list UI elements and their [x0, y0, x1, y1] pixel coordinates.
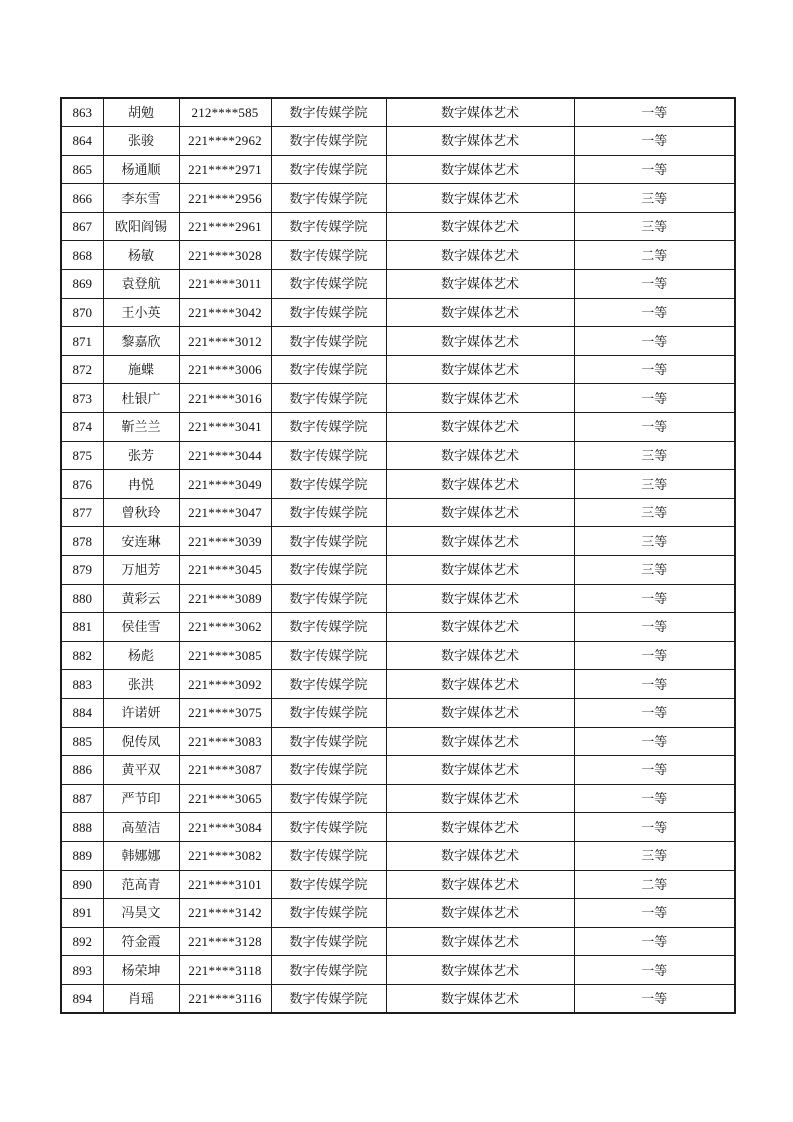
cell-college: 数字传媒学院 — [271, 641, 386, 670]
cell-major: 数字媒体艺术 — [386, 413, 574, 442]
cell-row-number: 885 — [61, 727, 103, 756]
table-row — [61, 212, 735, 241]
cell-award-tier: 一等 — [574, 899, 735, 928]
cell-student-name: 韩娜娜 — [103, 841, 179, 870]
cell-student-name: 张骏 — [103, 127, 179, 156]
cell-row-number: 889 — [61, 841, 103, 870]
table-row — [61, 270, 735, 299]
cell-student-name: 严节印 — [103, 784, 179, 813]
cell-major: 数字媒体艺术 — [386, 670, 574, 699]
table-row — [61, 441, 735, 470]
cell-masked-student-id: 221****3006 — [179, 355, 271, 384]
cell-college: 数字传媒学院 — [271, 470, 386, 499]
cell-student-name: 施蝶 — [103, 355, 179, 384]
cell-award-tier: 一等 — [574, 956, 735, 985]
cell-college: 数字传媒学院 — [271, 613, 386, 642]
cell-student-name: 黎嘉欣 — [103, 327, 179, 356]
cell-student-name: 安连琳 — [103, 527, 179, 556]
cell-college: 数字传媒学院 — [271, 241, 386, 270]
cell-award-tier: 一等 — [574, 813, 735, 842]
table-row — [61, 241, 735, 270]
cell-row-number: 883 — [61, 670, 103, 699]
cell-student-name: 曾秋玲 — [103, 498, 179, 527]
cell-student-name: 张洪 — [103, 670, 179, 699]
cell-award-tier: 一等 — [574, 698, 735, 727]
cell-masked-student-id: 221****3092 — [179, 670, 271, 699]
table-row — [61, 413, 735, 442]
table-row — [61, 127, 735, 156]
cell-masked-student-id: 221****3039 — [179, 527, 271, 556]
cell-student-name: 倪传凤 — [103, 727, 179, 756]
cell-award-tier: 三等 — [574, 556, 735, 585]
table-row — [61, 984, 735, 1013]
cell-student-name: 李东雪 — [103, 184, 179, 213]
cell-masked-student-id: 212****585 — [179, 98, 271, 127]
cell-college: 数字传媒学院 — [271, 756, 386, 785]
cell-college: 数字传媒学院 — [271, 212, 386, 241]
cell-row-number: 879 — [61, 556, 103, 585]
cell-student-name: 肖瑶 — [103, 984, 179, 1013]
cell-college: 数字传媒学院 — [271, 270, 386, 299]
cell-major: 数字媒体艺术 — [386, 184, 574, 213]
cell-masked-student-id: 221****3012 — [179, 327, 271, 356]
table-row — [61, 556, 735, 585]
table-row — [61, 184, 735, 213]
cell-row-number: 887 — [61, 784, 103, 813]
cell-row-number: 894 — [61, 984, 103, 1013]
cell-student-name: 高堃洁 — [103, 813, 179, 842]
cell-student-name: 张芳 — [103, 441, 179, 470]
cell-row-number: 875 — [61, 441, 103, 470]
cell-award-tier: 一等 — [574, 927, 735, 956]
cell-student-name: 冉悦 — [103, 470, 179, 499]
table-row — [61, 670, 735, 699]
cell-student-name: 冯昊文 — [103, 899, 179, 928]
cell-masked-student-id: 221****3075 — [179, 698, 271, 727]
cell-row-number: 868 — [61, 241, 103, 270]
cell-major: 数字媒体艺术 — [386, 727, 574, 756]
cell-masked-student-id: 221****3089 — [179, 584, 271, 613]
cell-college: 数字传媒学院 — [271, 841, 386, 870]
cell-college: 数字传媒学院 — [271, 384, 386, 413]
cell-masked-student-id: 221****3011 — [179, 270, 271, 299]
cell-college: 数字传媒学院 — [271, 527, 386, 556]
cell-major: 数字媒体艺术 — [386, 441, 574, 470]
cell-row-number: 864 — [61, 127, 103, 156]
cell-award-tier: 一等 — [574, 355, 735, 384]
cell-masked-student-id: 221****3118 — [179, 956, 271, 985]
cell-major: 数字媒体艺术 — [386, 155, 574, 184]
cell-row-number: 871 — [61, 327, 103, 356]
cell-award-tier: 一等 — [574, 641, 735, 670]
cell-masked-student-id: 221****2956 — [179, 184, 271, 213]
cell-masked-student-id: 221****3041 — [179, 413, 271, 442]
table-row — [61, 870, 735, 899]
cell-masked-student-id: 221****3042 — [179, 298, 271, 327]
cell-major: 数字媒体艺术 — [386, 127, 574, 156]
cell-award-tier: 三等 — [574, 441, 735, 470]
table-row — [61, 498, 735, 527]
cell-major: 数字媒体艺术 — [386, 527, 574, 556]
cell-college: 数字传媒学院 — [271, 956, 386, 985]
cell-student-name: 杨彪 — [103, 641, 179, 670]
cell-award-tier: 三等 — [574, 527, 735, 556]
cell-award-tier: 一等 — [574, 298, 735, 327]
cell-college: 数字传媒学院 — [271, 927, 386, 956]
cell-row-number: 876 — [61, 470, 103, 499]
cell-masked-student-id: 221****3016 — [179, 384, 271, 413]
cell-college: 数字传媒学院 — [271, 298, 386, 327]
cell-masked-student-id: 221****3128 — [179, 927, 271, 956]
table-row — [61, 298, 735, 327]
cell-award-tier: 二等 — [574, 241, 735, 270]
cell-row-number: 882 — [61, 641, 103, 670]
table-row — [61, 899, 735, 928]
cell-masked-student-id: 221****3116 — [179, 984, 271, 1013]
table-row — [61, 698, 735, 727]
table-row — [61, 784, 735, 813]
cell-row-number: 872 — [61, 355, 103, 384]
cell-student-name: 王小英 — [103, 298, 179, 327]
cell-college: 数字传媒学院 — [271, 670, 386, 699]
cell-student-name: 杨通顺 — [103, 155, 179, 184]
cell-row-number: 880 — [61, 584, 103, 613]
cell-masked-student-id: 221****3101 — [179, 870, 271, 899]
cell-student-name: 欧阳阎锡 — [103, 212, 179, 241]
cell-award-tier: 一等 — [574, 984, 735, 1013]
table-row — [61, 813, 735, 842]
cell-row-number: 893 — [61, 956, 103, 985]
cell-college: 数字传媒学院 — [271, 784, 386, 813]
cell-major: 数字媒体艺术 — [386, 212, 574, 241]
cell-major: 数字媒体艺术 — [386, 984, 574, 1013]
cell-major: 数字媒体艺术 — [386, 556, 574, 585]
table-row — [61, 527, 735, 556]
cell-major: 数字媒体艺术 — [386, 270, 574, 299]
cell-college: 数字传媒学院 — [271, 127, 386, 156]
cell-major: 数字媒体艺术 — [386, 98, 574, 127]
cell-student-name: 靳兰兰 — [103, 413, 179, 442]
cell-student-name: 万旭芳 — [103, 556, 179, 585]
cell-major: 数字媒体艺术 — [386, 298, 574, 327]
cell-student-name: 符金霞 — [103, 927, 179, 956]
cell-student-name: 杨敏 — [103, 241, 179, 270]
cell-award-tier: 一等 — [574, 413, 735, 442]
cell-masked-student-id: 221****3065 — [179, 784, 271, 813]
cell-major: 数字媒体艺术 — [386, 956, 574, 985]
cell-major: 数字媒体艺术 — [386, 327, 574, 356]
cell-masked-student-id: 221****2971 — [179, 155, 271, 184]
table-row — [61, 613, 735, 642]
cell-award-tier: 二等 — [574, 870, 735, 899]
cell-row-number: 867 — [61, 212, 103, 241]
cell-award-tier: 三等 — [574, 498, 735, 527]
cell-row-number: 870 — [61, 298, 103, 327]
cell-major: 数字媒体艺术 — [386, 813, 574, 842]
cell-row-number: 869 — [61, 270, 103, 299]
cell-award-tier: 三等 — [574, 841, 735, 870]
award-table — [60, 97, 736, 1014]
cell-college: 数字传媒学院 — [271, 327, 386, 356]
table-row — [61, 956, 735, 985]
cell-award-tier: 一等 — [574, 584, 735, 613]
cell-award-tier: 一等 — [574, 270, 735, 299]
cell-row-number: 881 — [61, 613, 103, 642]
cell-major: 数字媒体艺术 — [386, 613, 574, 642]
cell-masked-student-id: 221****3082 — [179, 841, 271, 870]
table-row — [61, 98, 735, 127]
cell-major: 数字媒体艺术 — [386, 756, 574, 785]
cell-row-number: 878 — [61, 527, 103, 556]
cell-row-number: 863 — [61, 98, 103, 127]
cell-college: 数字传媒学院 — [271, 984, 386, 1013]
cell-college: 数字传媒学院 — [271, 413, 386, 442]
cell-masked-student-id: 221****3083 — [179, 727, 271, 756]
cell-award-tier: 一等 — [574, 155, 735, 184]
cell-award-tier: 一等 — [574, 784, 735, 813]
table-row — [61, 470, 735, 499]
cell-major: 数字媒体艺术 — [386, 470, 574, 499]
table-row — [61, 155, 735, 184]
cell-college: 数字传媒学院 — [271, 441, 386, 470]
cell-student-name: 黄彩云 — [103, 584, 179, 613]
cell-college: 数字传媒学院 — [271, 584, 386, 613]
cell-college: 数字传媒学院 — [271, 899, 386, 928]
cell-major: 数字媒体艺术 — [386, 870, 574, 899]
cell-award-tier: 一等 — [574, 98, 735, 127]
cell-row-number: 877 — [61, 498, 103, 527]
cell-award-tier: 一等 — [574, 384, 735, 413]
cell-row-number: 891 — [61, 899, 103, 928]
cell-row-number: 892 — [61, 927, 103, 956]
cell-award-tier: 一等 — [574, 727, 735, 756]
cell-masked-student-id: 221****3044 — [179, 441, 271, 470]
cell-row-number: 886 — [61, 756, 103, 785]
cell-masked-student-id: 221****2961 — [179, 212, 271, 241]
cell-college: 数字传媒学院 — [271, 155, 386, 184]
table-row — [61, 756, 735, 785]
cell-award-tier: 三等 — [574, 184, 735, 213]
cell-college: 数字传媒学院 — [271, 355, 386, 384]
cell-major: 数字媒体艺术 — [386, 384, 574, 413]
table-row — [61, 327, 735, 356]
cell-masked-student-id: 221****3142 — [179, 899, 271, 928]
cell-masked-student-id: 221****3062 — [179, 613, 271, 642]
cell-major: 数字媒体艺术 — [386, 698, 574, 727]
cell-award-tier: 一等 — [574, 127, 735, 156]
cell-masked-student-id: 221****3084 — [179, 813, 271, 842]
cell-college: 数字传媒学院 — [271, 556, 386, 585]
table-row — [61, 727, 735, 756]
table-row — [61, 927, 735, 956]
cell-student-name: 范高青 — [103, 870, 179, 899]
cell-award-tier: 三等 — [574, 470, 735, 499]
cell-college: 数字传媒学院 — [271, 98, 386, 127]
table-row — [61, 355, 735, 384]
table-row — [61, 841, 735, 870]
cell-major: 数字媒体艺术 — [386, 899, 574, 928]
cell-masked-student-id: 221****3049 — [179, 470, 271, 499]
cell-row-number: 865 — [61, 155, 103, 184]
cell-row-number: 884 — [61, 698, 103, 727]
cell-award-tier: 一等 — [574, 670, 735, 699]
cell-masked-student-id: 221****3028 — [179, 241, 271, 270]
cell-major: 数字媒体艺术 — [386, 927, 574, 956]
cell-college: 数字传媒学院 — [271, 813, 386, 842]
cell-student-name: 胡勉 — [103, 98, 179, 127]
table-row — [61, 384, 735, 413]
cell-student-name: 袁登航 — [103, 270, 179, 299]
cell-masked-student-id: 221****2962 — [179, 127, 271, 156]
cell-major: 数字媒体艺术 — [386, 241, 574, 270]
cell-college: 数字传媒学院 — [271, 870, 386, 899]
cell-student-name: 许诺妍 — [103, 698, 179, 727]
cell-row-number: 890 — [61, 870, 103, 899]
cell-major: 数字媒体艺术 — [386, 498, 574, 527]
table-row — [61, 641, 735, 670]
cell-row-number: 866 — [61, 184, 103, 213]
cell-award-tier: 一等 — [574, 613, 735, 642]
cell-row-number: 874 — [61, 413, 103, 442]
table-row — [61, 584, 735, 613]
cell-college: 数字传媒学院 — [271, 727, 386, 756]
cell-student-name: 杨荣坤 — [103, 956, 179, 985]
cell-masked-student-id: 221****3045 — [179, 556, 271, 585]
cell-major: 数字媒体艺术 — [386, 641, 574, 670]
cell-student-name: 杜银广 — [103, 384, 179, 413]
cell-row-number: 888 — [61, 813, 103, 842]
cell-award-tier: 三等 — [574, 212, 735, 241]
cell-masked-student-id: 221****3047 — [179, 498, 271, 527]
cell-student-name: 侯佳雪 — [103, 613, 179, 642]
cell-masked-student-id: 221****3087 — [179, 756, 271, 785]
cell-student-name: 黄平双 — [103, 756, 179, 785]
cell-award-tier: 一等 — [574, 327, 735, 356]
cell-award-tier: 一等 — [574, 756, 735, 785]
cell-major: 数字媒体艺术 — [386, 841, 574, 870]
cell-major: 数字媒体艺术 — [386, 355, 574, 384]
cell-row-number: 873 — [61, 384, 103, 413]
cell-major: 数字媒体艺术 — [386, 784, 574, 813]
cell-college: 数字传媒学院 — [271, 498, 386, 527]
cell-college: 数字传媒学院 — [271, 698, 386, 727]
cell-major: 数字媒体艺术 — [386, 584, 574, 613]
cell-college: 数字传媒学院 — [271, 184, 386, 213]
award-table-body — [61, 98, 735, 1013]
cell-masked-student-id: 221****3085 — [179, 641, 271, 670]
